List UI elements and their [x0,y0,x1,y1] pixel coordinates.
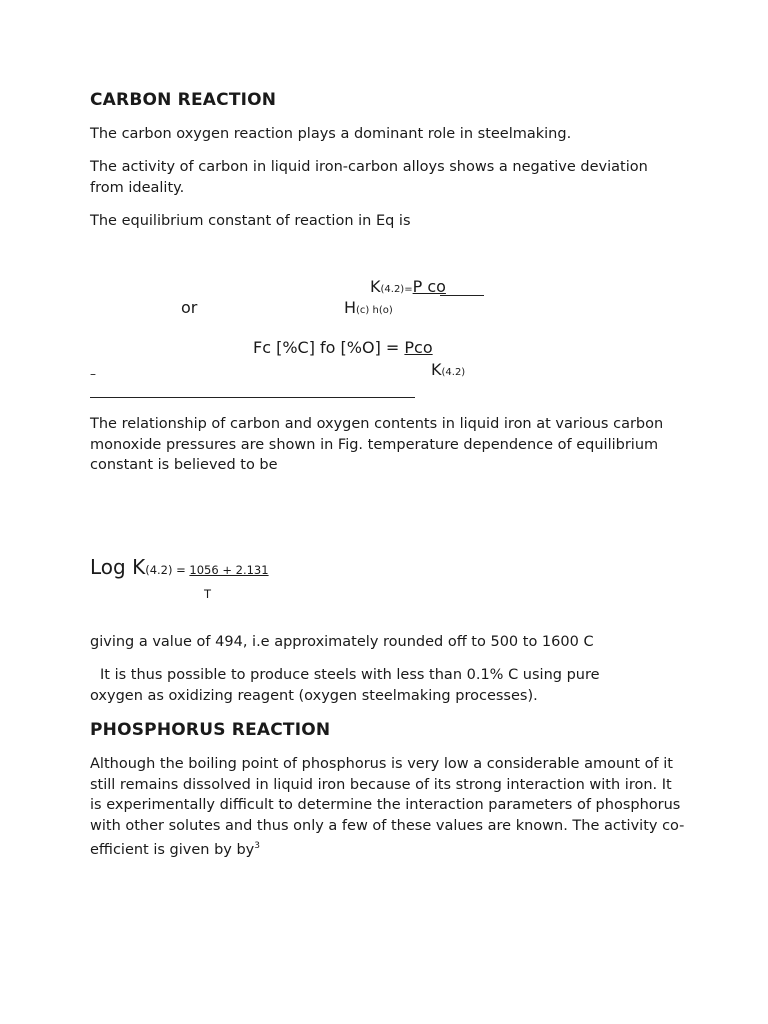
or-word: or [181,298,198,317]
k2-symbol: K [431,360,442,379]
footnote-superscript: 3 [254,841,260,851]
carbon-paragraph-2: The activity of carbon in liquid iron-carbon alloys shows a negative deviation from ideality. [90,159,648,196]
carbon-paragraph-1: The carbon oxygen reaction plays a dominant role in steelmaking. [90,126,572,142]
k2-subscript: (4.2) [441,367,466,378]
log-k-symbol: Log K [90,555,146,579]
carbon-heading: CARBON REACTION [90,90,277,110]
h-symbol: H [344,298,357,317]
equals-sign: = [172,563,190,577]
log-k-numerator: 1056 + 2.131 [189,563,269,577]
phosphorus-paragraph-text: Although the boiling point of phosphorus is very low a considerable amount of it still remains dissolved in liquid iron because of its strong interaction with iron. It is experimentally difficult to determine the interaction parameters of phosphorus with other solutes and thus only a few of these values are known. The activity co-efficient is given by by [90,756,685,858]
carbon-paragraph-4: The relationship of carbon and oxygen contents in liquid iron at various carbon monoxide pressures are shown in Fig. temperature dependence of equilibrium constant is believed to be [90,416,664,473]
pco-numerator: P co [412,277,446,296]
log-k-equation [90,555,269,579]
equilibrium-constant-expression [370,277,446,296]
dash-mark: – [90,367,96,381]
k-subscript: (4.2)= [380,284,413,295]
fraction-underline [440,295,484,296]
phosphorus-paragraph [90,754,685,860]
henry-activity-denominator [344,298,393,317]
carbon-paragraph-5: giving a value of 494, i.e approximately rounded off to 500 to 1600 C [90,634,594,650]
k-denominator [431,360,465,379]
h-subscript: (c) h(o) [356,305,393,316]
equation-divider-line [90,397,415,398]
carbon-paragraph-6: It is thus possible to produce steels with less than 0.1% C using pure oxygen as oxidizing reagent (oxygen steelmaking processes). [90,667,600,704]
fc-fo-text: Fc [%C] fo [%O] = [253,338,405,357]
log-k-denominator: T [204,587,212,601]
log-k-subscript: (4.2) [145,563,173,577]
phosphorus-heading: PHOSPHORUS REACTION [90,720,331,740]
k-symbol: K [370,277,381,296]
carbon-paragraph-3: The equilibrium constant of reaction in Eq is [90,213,411,229]
fc-fo-equation [253,338,433,357]
pco-term: Pco [404,338,433,357]
